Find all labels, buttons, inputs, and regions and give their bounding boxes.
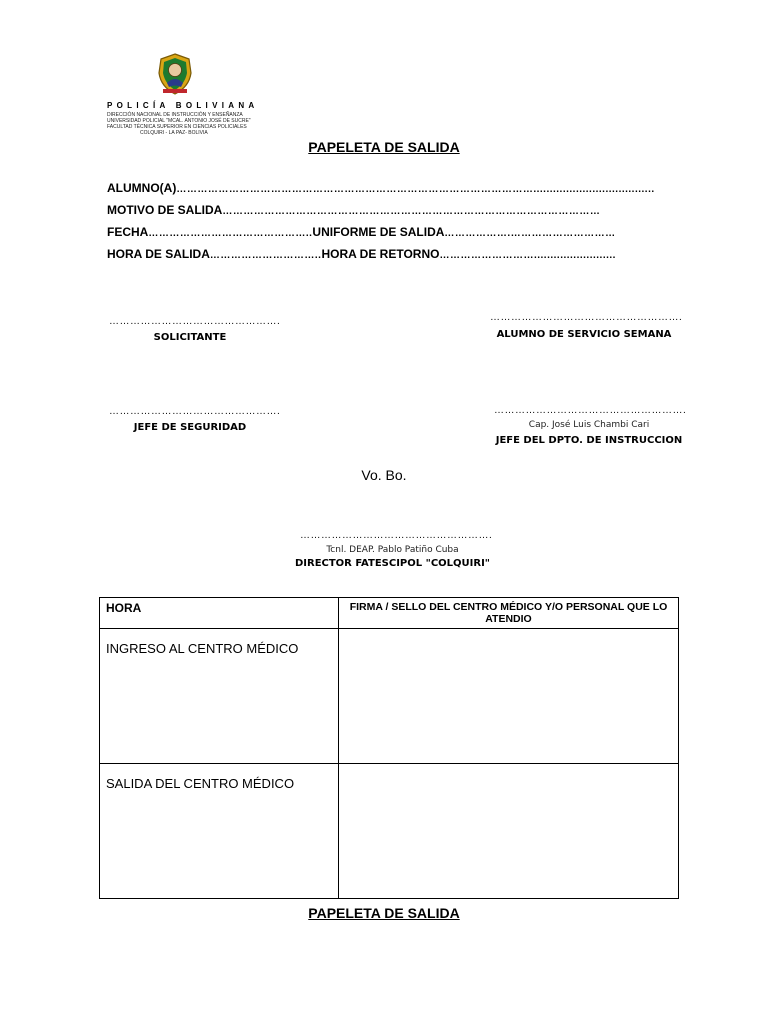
field-label-hora-retorno: HORA DE RETORNO: [321, 247, 440, 261]
header-line: UNIVERSIDAD POLICIAL "MCAL. ANTONIO JOSÉ DE SUCRE": [107, 118, 251, 124]
field-label-motivo: MOTIVO DE SALIDA: [107, 203, 223, 217]
signature-label-jefe-seguridad: JEFE DE SEGURIDAD: [133, 422, 247, 433]
field-alumno: ALUMNO(A)………………………………………………………………………………………….....................................: [107, 181, 655, 195]
footer-title: PAPELETA DE SALIDA: [308, 905, 460, 921]
police-emblem-logo: [155, 53, 195, 95]
signature-label-jefe-instruccion: JEFE DEL DPTO. DE INSTRUCCION: [495, 435, 683, 446]
signature-line: ……………………………………………….: [490, 312, 683, 323]
field-label-uniforme: UNIFORME DE SALIDA: [312, 225, 445, 239]
signature-label-solicitante: SOLICITANTE: [153, 332, 227, 343]
field-label-fecha: FECHA: [107, 225, 149, 239]
signature-line: ………………………………………….: [109, 406, 281, 417]
vobo-label: Vo. Bo.: [361, 467, 407, 483]
table-header-firma: FIRMA / SELLO DEL CENTRO MÉDICO Y/O PERSONAL QUE LO ATENDIO: [339, 598, 679, 629]
field-label-hora-salida: HORA DE SALIDA: [107, 247, 210, 261]
medical-center-table: [99, 597, 679, 899]
field-fecha-uniforme: FECHA………………………………………..UNIFORME DE SALIDA……………….…………………………: [107, 225, 616, 239]
header-line: COLQUIRI - LA PAZ- BOLIVIA: [140, 130, 208, 136]
header-line: DIRECCIÓN NACIONAL DE INSTRUCCIÓN Y ENSEÑANZA: [107, 112, 243, 118]
signer-name-director: Tcnl. DEAP. Pablo Patiño Cuba: [326, 545, 459, 555]
field-motivo: MOTIVO DE SALIDA………………………………………………………………………………………………: [107, 203, 601, 217]
signer-name-jefe-instruccion: Cap. José Luis Chambi Cari: [528, 420, 650, 430]
field-horas: HORA DE SALIDA…………………………..HORA DE RETORNO……………………….........................: [107, 247, 616, 261]
field-label-alumno: ALUMNO(A): [107, 181, 177, 195]
signature-line: ………………………………………….: [109, 316, 281, 327]
signature-line: ……………………………………………….: [494, 405, 687, 416]
institution-name: POLICÍA BOLIVIANA: [107, 101, 259, 110]
table-cell-ingreso-signature: [339, 629, 679, 764]
signature-line: ……………………………………………….: [300, 530, 493, 541]
signature-label-alumno-servicio: ALUMNO DE SERVICIO SEMANA: [496, 329, 672, 340]
table-row-salida-label: SALIDA DEL CENTRO MÉDICO: [100, 764, 339, 899]
table-row-ingreso-label: INGRESO AL CENTRO MÉDICO: [100, 629, 339, 764]
table-header-hora: HORA: [100, 598, 339, 629]
table-cell-salida-signature: [339, 764, 679, 899]
document-title: PAPELETA DE SALIDA: [308, 139, 460, 155]
signature-label-director: DIRECTOR FATESCIPOL "COLQUIRI": [294, 558, 491, 569]
header-line: FACULTAD TÉCNICA SUPERIOR EN CIENCIAS POLICIALES: [107, 124, 247, 130]
